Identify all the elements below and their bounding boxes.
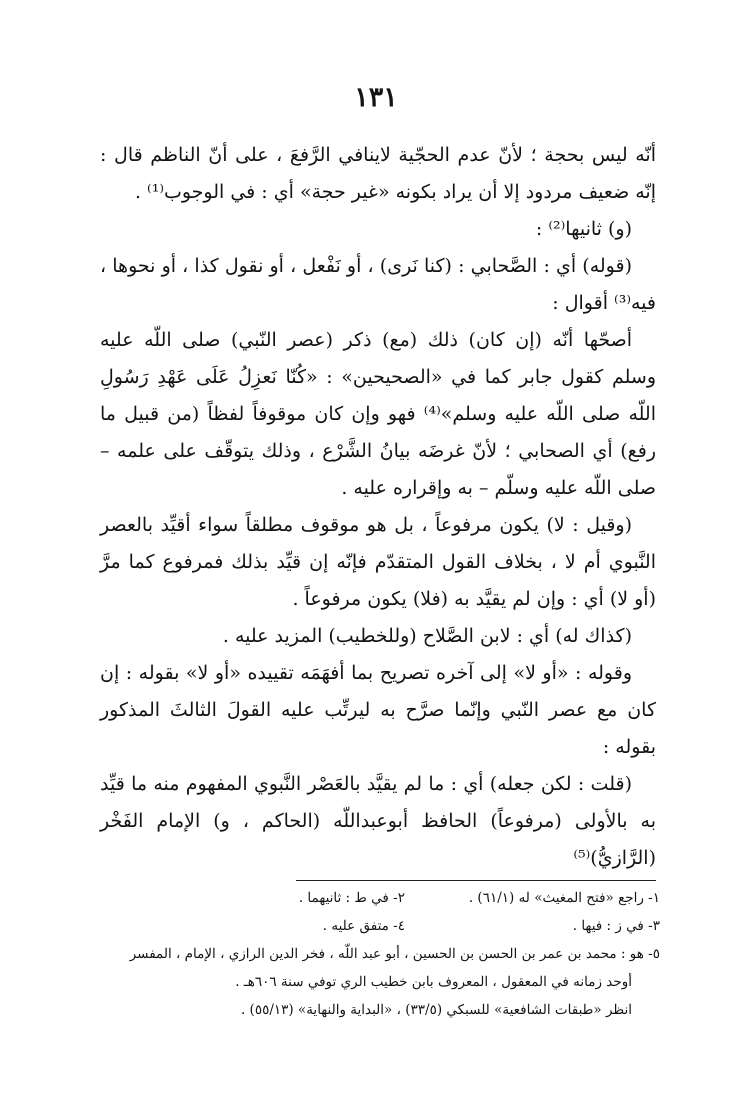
paragraph-5: (وقيل : لا) يكون مرفوعاً ، بل هو موقوف مطلقاً سواء أقيِّد بالعصر النَّبوي أم لا ، بخلاف القول المتقدّم فإنّه إن قيِّد بذلك فمرفوع كما مرَّ (أو لا) أي : وإن لم يقيَّد به (فلا) يكون مرفوعاً . bbox=[100, 514, 656, 610]
footnote-row-2 bbox=[100, 912, 660, 940]
paragraph-2: (و) ثانيها⁽²⁾ : bbox=[535, 218, 632, 240]
paragraph-3: (قوله) أي : الصَّحابي : (كنا نَرى) ، أو نَفْعل ، أو نقول كذا ، أو نحوها ، فيه⁽³⁾ أقوال : bbox=[100, 255, 656, 314]
footnote-5-line-2: أوحد زمانه في المعقول ، المعروف بابن خطيب الري توفي سنة ٦٠٦هـ . bbox=[235, 974, 632, 990]
footnote-5-line-3: انظر «طبقات الشافعية» للسبكي (٣٣/٥) ، «البداية والنهاية» (٥٥/١٣) . bbox=[240, 1002, 632, 1018]
page-number: ١٣١ bbox=[354, 82, 398, 113]
paragraph-8: (قلت : لكن جعله) أي : ما لم يقيَّد بالعَصْر النَّبوي المفهوم منه ما قيِّد به بالأولى (مرفوعاً) الحافظ أبوعبداللّه (الحاكم ، و) الإمام الفَخْر (الرَّازيُّ)⁽⁵⁾ bbox=[100, 773, 656, 869]
footnote-row-1 bbox=[100, 884, 660, 912]
footnote-4: ٤- متفق عليه . bbox=[322, 918, 405, 934]
footnote-5-line-1: ٥- هو : محمد بن عمر بن الحسن بن الحسين ، أبو عبد اللّه ، فخر الدين الرازي ، الإمام ، المفسر bbox=[129, 946, 660, 962]
footnotes bbox=[100, 884, 660, 1024]
footnote-3: ٣- في ز : فيها . bbox=[572, 918, 660, 934]
paragraph-1: أنّه ليس بحجة ؛ لأنّ عدم الحجّية لاينافي الرَّفعَ ، على أنّ الناظم قال : إنّه ضعيف مردود إلا أن يراد بكونه «غير حجة» أي : في الوجوب⁽¹⁾ . bbox=[100, 144, 656, 203]
paragraph-6: (كذاك له) أي : لابن الصَّلاح (وللخطيب) المزيد عليه . bbox=[222, 625, 632, 647]
footnote-1: ١- راجع «فتح المغيث» له (٦١/١) . bbox=[468, 890, 660, 906]
paragraph-7: وقوله : «أو لا» إلى آخره تصريح بما أفهَمَه تقييده «أو لا» بقوله : إن كان مع عصر النّبي وإنّما صرَّح به ليرتِّب عليه القولَ الثالثَ المذكور بقوله : bbox=[100, 662, 656, 758]
main-text bbox=[100, 137, 656, 877]
footnote-divider bbox=[296, 880, 656, 881]
paragraph-4: أصحّها أنّه (إن كان) ذلك (مع) ذكر (عصر النّبي) صلى اللّه عليه وسلم كقول جابر كما في «الصحيحين» : «كُنّا نَعزِلُ عَلَى عَهْدِ رَسُولِ اللّه صلى اللّه عليه وسلم»⁽⁴⁾ فهو وإن كان موقوفاً لفظاً (من قبيل ما رفع) أي الصحابي ؛ لأنّ غرضَه بيانُ الشَّرْع ، وذلك يتوقّف على علمه – صلى اللّه عليه وسلّم – به وإقراره عليه . bbox=[100, 329, 656, 499]
footnote-2: ٢- في ط : ثانيهما . bbox=[298, 890, 405, 906]
